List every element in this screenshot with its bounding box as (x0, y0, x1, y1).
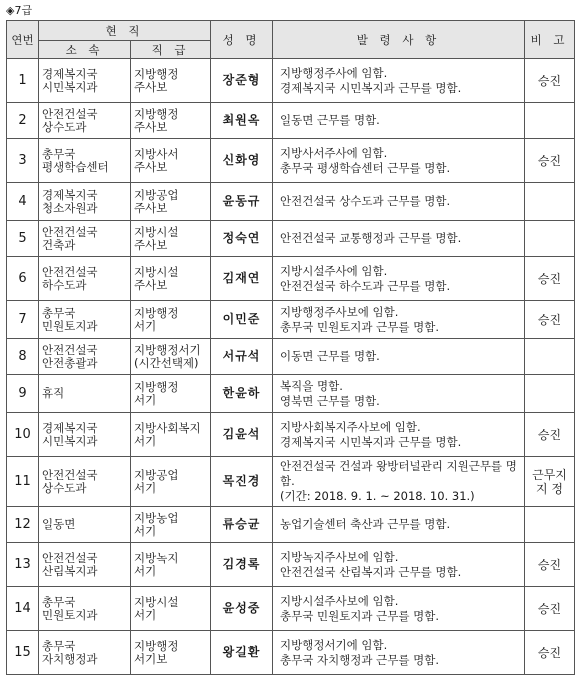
note-cell (525, 221, 575, 257)
rank-cell (131, 183, 211, 221)
person-name: 정숙연 (211, 221, 273, 257)
note-line: 승진 (537, 153, 562, 168)
details-line: 안전건설국 하수도과 근무를 명함. (280, 278, 451, 293)
appointment-detail (273, 587, 525, 631)
affiliation-line: 안전건설국 (42, 264, 98, 279)
appointment-detail (273, 183, 525, 221)
affiliation-line: 안전건설국 (42, 342, 98, 357)
note-cell (525, 631, 575, 675)
table-row (7, 587, 575, 631)
affiliation-cell (39, 543, 131, 587)
note-line: 승진 (537, 312, 562, 327)
table-row (7, 183, 575, 221)
person-name: 서규석 (211, 339, 273, 375)
rank-cell (131, 59, 211, 103)
note-cell (525, 507, 575, 543)
note-cell (525, 183, 575, 221)
note-cell (525, 543, 575, 587)
rank-line: 지방공업 (134, 467, 179, 482)
affiliation-cell (39, 59, 131, 103)
note-cell (525, 257, 575, 301)
appointment-detail (273, 301, 525, 339)
affiliation-line: 민원토지과 (42, 607, 98, 622)
table-row (7, 221, 575, 257)
details-line: 안전건설국 산림복지과 근무를 명함. (280, 564, 462, 579)
person-name: 윤성중 (211, 587, 273, 631)
table-row (7, 413, 575, 457)
details-line: 총무국 민원토지과 근무를 명함. (280, 319, 440, 334)
details-line: 지방행정서기에 임함. (280, 637, 388, 652)
rank-cell (131, 139, 211, 183)
affiliation-line: 경제복지국 (42, 66, 98, 81)
row-number: 8 (7, 339, 39, 375)
details-line: 경제복지국 시민복지과 근무를 명함. (280, 434, 462, 449)
affiliation-line: 경제복지국 (42, 420, 98, 435)
details-line: 경제복지국 시민복지과 근무를 명함. (280, 80, 462, 95)
rank-line: 서기 (134, 523, 157, 538)
appointment-detail (273, 543, 525, 587)
rank-line: 지방시설 (134, 264, 179, 279)
note-cell (525, 339, 575, 375)
affiliation-cell (39, 221, 131, 257)
person-name: 한윤하 (211, 375, 273, 413)
header-appointment: 발 령 사 항 (273, 21, 525, 59)
appointment-detail (273, 507, 525, 543)
appointment-detail (273, 375, 525, 413)
table-row (7, 457, 575, 507)
person-name: 이민준 (211, 301, 273, 339)
appointment-detail (273, 139, 525, 183)
person-name: 최원옥 (211, 103, 273, 139)
appointment-detail (273, 413, 525, 457)
rank-cell (131, 457, 211, 507)
person-name: 신화영 (211, 139, 273, 183)
note-cell (525, 103, 575, 139)
row-number: 15 (7, 631, 39, 675)
affiliation-cell (39, 257, 131, 301)
rank-cell (131, 301, 211, 339)
row-number: 10 (7, 413, 39, 457)
rank-line: 지방행정 (134, 106, 179, 121)
grade-label: ◈7급 (6, 4, 33, 17)
note-line: 지 정 (536, 481, 563, 496)
rank-cell (131, 507, 211, 543)
rank-line: 지방행정 (134, 305, 179, 320)
person-name: 왕길환 (211, 631, 273, 675)
details-line: 지방행정주사에 임함. (280, 65, 388, 80)
rank-line: 서기 (134, 607, 157, 622)
table-row (7, 139, 575, 183)
table-row (7, 301, 575, 339)
affiliation-line: 자치행정과 (42, 651, 98, 666)
details-line: 일동면 근무를 명함. (280, 113, 380, 127)
affiliation-line: 총무국 (42, 638, 76, 653)
affiliation-cell (39, 587, 131, 631)
note-line: 승진 (537, 427, 562, 442)
details-line: 농업기술센터 축산과 근무를 명함. (280, 517, 451, 531)
header-affiliation: 소 속 (39, 41, 131, 59)
person-name: 류승균 (211, 507, 273, 543)
row-number: 12 (7, 507, 39, 543)
details-line: 안전건설국 건설과 왕방터널관리 지원근무를 명함. (280, 459, 517, 488)
row-number: 2 (7, 103, 39, 139)
rank-cell (131, 587, 211, 631)
note-line: 승진 (537, 601, 562, 616)
rank-line: 지방시설 (134, 224, 179, 239)
rank-line: 지방행정서기 (134, 342, 201, 357)
affiliation-line: 안전건설국 (42, 467, 98, 482)
person-name: 김경록 (211, 543, 273, 587)
affiliation-line: 건축과 (42, 237, 76, 252)
rank-cell (131, 413, 211, 457)
rank-line: (시간선택제) (134, 355, 199, 370)
person-name: 장준형 (211, 59, 273, 103)
header-rank: 직 급 (131, 41, 211, 59)
rank-cell (131, 375, 211, 413)
details-line: 안전건설국 교통행정과 근무를 명함. (280, 231, 462, 245)
note-line: 승진 (537, 557, 562, 572)
note-cell (525, 139, 575, 183)
rank-cell (131, 543, 211, 587)
affiliation-line: 안전총괄과 (42, 355, 98, 370)
rank-line: 지방행정 (134, 379, 179, 394)
affiliation-cell (39, 507, 131, 543)
affiliation-line: 일동면 (42, 517, 76, 531)
rank-line: 지방공업 (134, 187, 179, 202)
affiliation-line: 안전건설국 (42, 106, 98, 121)
rank-line: 주사보 (134, 159, 168, 174)
header-note: 비 고 (525, 21, 575, 59)
rank-line: 주사보 (134, 119, 168, 134)
person-name: 김재연 (211, 257, 273, 301)
details-line: 지방사회복지주사보에 임함. (280, 419, 421, 434)
header-no: 연번 (7, 21, 39, 59)
rank-line: 주사보 (134, 237, 168, 252)
row-number: 7 (7, 301, 39, 339)
rank-line: 지방사서 (134, 146, 179, 161)
details-line: 총무국 평생학습센터 근무를 명함. (280, 160, 451, 175)
table-row (7, 631, 575, 675)
appointment-detail (273, 339, 525, 375)
note-line: 승진 (537, 645, 562, 660)
affiliation-line: 총무국 (42, 305, 76, 320)
affiliation-line: 안전건설국 (42, 224, 98, 239)
details-line: 총무국 자치행정과 근무를 명함. (280, 652, 440, 667)
rank-cell (131, 339, 211, 375)
details-line: 총무국 민원토지과 근무를 명함. (280, 608, 440, 623)
person-name: 목진경 (211, 457, 273, 507)
table-row (7, 103, 575, 139)
affiliation-line: 시민복지과 (42, 79, 98, 94)
affiliation-cell (39, 413, 131, 457)
appointment-detail (273, 221, 525, 257)
table-row (7, 507, 575, 543)
affiliation-line: 산림복지과 (42, 563, 98, 578)
details-line: 복직을 명함. (280, 378, 343, 393)
rank-line: 서기 (134, 480, 157, 495)
row-number: 13 (7, 543, 39, 587)
affiliation-cell (39, 139, 131, 183)
table-row (7, 339, 575, 375)
affiliation-line: 상수도과 (42, 119, 87, 134)
appointment-detail (273, 631, 525, 675)
appointment-table (6, 20, 575, 675)
affiliation-line: 총무국 (42, 594, 76, 609)
affiliation-line: 민원토지과 (42, 318, 98, 333)
rank-line: 주사보 (134, 277, 168, 292)
affiliation-line: 평생학습센터 (42, 159, 109, 174)
row-number: 4 (7, 183, 39, 221)
person-name: 윤동규 (211, 183, 273, 221)
note-cell (525, 59, 575, 103)
rank-line: 지방행정 (134, 638, 179, 653)
note-cell (525, 301, 575, 339)
table-row (7, 375, 575, 413)
table-row (7, 257, 575, 301)
affiliation-cell (39, 375, 131, 413)
rank-line: 지방농업 (134, 510, 179, 525)
appointment-detail (273, 457, 525, 507)
appointment-detail (273, 59, 525, 103)
rank-cell (131, 103, 211, 139)
note-line: 승진 (537, 73, 562, 88)
details-line: 지방시설주사에 임함. (280, 263, 388, 278)
header-name: 성 명 (211, 21, 273, 59)
note-cell (525, 413, 575, 457)
appointment-detail (273, 103, 525, 139)
rank-line: 주사보 (134, 79, 168, 94)
row-number: 3 (7, 139, 39, 183)
row-number: 11 (7, 457, 39, 507)
affiliation-cell (39, 103, 131, 139)
note-cell (525, 457, 575, 507)
details-line: 이동면 근무를 명함. (280, 349, 380, 363)
row-number: 5 (7, 221, 39, 257)
details-line: 안전건설국 상수도과 근무를 명함. (280, 194, 451, 208)
rank-line: 주사보 (134, 200, 168, 215)
affiliation-line: 상수도과 (42, 480, 87, 495)
header-current-position: 현 직 (39, 21, 211, 41)
affiliation-line: 시민복지과 (42, 433, 98, 448)
rank-line: 지방행정 (134, 66, 179, 81)
rank-line: 지방사회복지 (134, 420, 201, 435)
details-line: 지방행정주사보에 임함. (280, 304, 399, 319)
appointment-detail (273, 257, 525, 301)
affiliation-cell (39, 183, 131, 221)
rank-line: 서기 (134, 563, 157, 578)
details-line: 지방시설주사보에 임함. (280, 593, 399, 608)
details-line: 지방사서주사에 임함. (280, 145, 388, 160)
table-row (7, 543, 575, 587)
rank-cell (131, 631, 211, 675)
details-line: 영북면 근무를 명함. (280, 393, 380, 408)
rank-line: 서기 (134, 433, 157, 448)
rank-line: 서기 (134, 392, 157, 407)
rank-cell (131, 257, 211, 301)
note-cell (525, 375, 575, 413)
details-line: (기간: 2018. 9. 1. ~ 2018. 10. 31.) (280, 489, 475, 503)
rank-line: 지방녹지 (134, 550, 179, 565)
details-line: 지방녹지주사보에 임함. (280, 549, 399, 564)
rank-line: 지방시설 (134, 594, 179, 609)
table-row (7, 59, 575, 103)
affiliation-line: 안전건설국 (42, 550, 98, 565)
rank-line: 서기보 (134, 651, 168, 666)
row-number: 6 (7, 257, 39, 301)
affiliation-cell (39, 457, 131, 507)
row-number: 1 (7, 59, 39, 103)
affiliation-line: 휴직 (42, 386, 65, 400)
note-cell (525, 587, 575, 631)
note-line: 근무지 (532, 467, 567, 482)
affiliation-line: 하수도과 (42, 277, 87, 292)
affiliation-cell (39, 631, 131, 675)
affiliation-line: 총무국 (42, 146, 76, 161)
affiliation-cell (39, 339, 131, 375)
note-line: 승진 (537, 271, 562, 286)
affiliation-line: 경제복지국 (42, 187, 98, 202)
rank-line: 서기 (134, 318, 157, 333)
rank-cell (131, 221, 211, 257)
affiliation-cell (39, 301, 131, 339)
person-name: 김윤석 (211, 413, 273, 457)
row-number: 14 (7, 587, 39, 631)
row-number: 9 (7, 375, 39, 413)
affiliation-line: 청소자원과 (42, 200, 98, 215)
